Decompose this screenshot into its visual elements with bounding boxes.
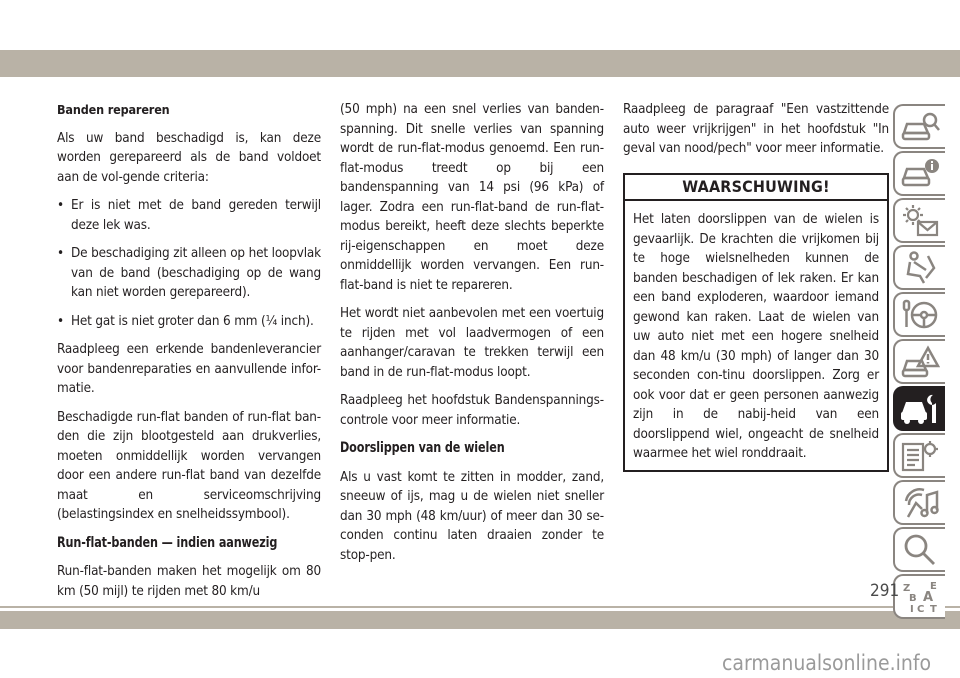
spec-list-gear-icon (900, 438, 940, 474)
tab-car-magnifier[interactable] (893, 104, 945, 149)
warning-triangle-car-icon (900, 344, 940, 380)
index-letter: E (930, 580, 937, 592)
car-info-icon (900, 156, 940, 192)
index-letter: T (930, 603, 937, 615)
bullet-item: • Er is niet met de band gereden terwijl deze lek was. (57, 196, 321, 235)
multimedia-icon (900, 485, 940, 521)
tab-warning-triangle[interactable] (893, 339, 945, 384)
footer-band (0, 611, 960, 629)
steering-key-icon (900, 297, 940, 333)
tab-search[interactable] (893, 527, 945, 572)
paragraph: (50 mph) na een snel verlies van banden-spanning. Dit snelle verlies van spanning wordt de run-flat-modus genoemd. Een run-flat-modus treedt op bij een bandenspanning van 14 psi (96 kPa) of lager. Zodra een run-flat-band de run-flat-modus bereikt, heeft deze slechts beperkte rij-eigenschappen en moet deze onmiddellijk worden vervangen. Een run-flat-band is niet te repareren. (340, 102, 604, 293)
tab-steering-key[interactable] (893, 292, 945, 337)
warning-box (623, 173, 889, 472)
paragraph: Run-flat-banden maken het mogelijk om 80 km (50 mijl) te rijden met 80 km/u (57, 564, 321, 599)
paragraph: Het wordt niet aanbevolen met een voertuig te rijden met vol laadvermogen of een aanhanger/caravan te trekken terwijl een band in de run-flat-modus loopt. (340, 306, 604, 380)
paragraph: Als uw band beschadigd is, kan deze worden gerepareerd als de band voldoet aan de vol-gende criteria: (57, 130, 321, 185)
header-band (0, 50, 960, 77)
index-letter: Z (903, 582, 911, 594)
tab-warning-lights[interactable] (893, 198, 945, 243)
paragraph: Als u vast komt te zitten in modder, zand, sneeuw of ijs, mag u de wielen niet sneller dan 30 mph (48 km/uur) of meer dan 30 se-conden continu laten draaien zonder te stop-pen. (340, 469, 604, 563)
page-number: 291 (870, 581, 900, 601)
index-letter: B (909, 592, 917, 604)
bullet-item: • De beschadiging zit alleen op het loopvlak van de band (beschadiging op de wang kan niet worden gerepareerd). (57, 244, 321, 303)
tab-airbag-seat[interactable] (893, 245, 945, 290)
warning-text: Het laten doorslippen van de wielen is gevaarlijk. De krachten die vrijkomen bij te hoge wielsnelheden kunnen de banden beschadigen of lek raken. Er kan een band exploderen, waardoor iemand gewond kan raken. Laat de wielen van uw auto niet met een hogere snelheid dan 48 km/u (30 mph) of langer dan 30 seconden con-tinu doorslippen. Zorg er ook voor dat er geen personen aanwezig zijn in de nabij-heid van een doorslippend wiel, ongeacht de snelheid waarmee het wiel ronddraait. (633, 212, 879, 461)
tab-alphabet-index[interactable] (893, 574, 945, 619)
paragraph: Beschadigde run-flat banden of run-flat ban-den die zijn blootgesteld aan drukverlies, moeten onmiddellijk worden vervangen door een andere run-flat band van dezelfde maat en serviceomschrijving (belastingsindex en snelheidssymbool). (57, 409, 321, 522)
watermark: carmanualsonline.info (722, 651, 932, 675)
bullet-item: • Het gat is niet groter dan 6 mm (¼ inch). (57, 312, 321, 332)
section-heading-banden-repareren: Banden repareren (57, 102, 170, 117)
tab-car-info[interactable] (893, 151, 945, 196)
section-heading-doorslippen: Doorslippen van de wielen (340, 440, 505, 456)
airbag-seat-icon (900, 250, 940, 286)
chapter-tabs (893, 104, 945, 621)
column-right (623, 100, 889, 472)
paragraph: Raadpleeg het hoofdstuk Bandenspannings-controle voor meer informatie. (340, 393, 604, 428)
car-wrench-icon (900, 391, 940, 427)
index-letter: A (923, 589, 934, 605)
warning-title: WAARSCHUWING! (625, 175, 887, 202)
index-letter: I (910, 603, 914, 615)
section-heading-run-flat: Run-flat-banden — indien aanwezig (57, 534, 278, 551)
paragraph: Raadpleeg de paragraaf "Een vastzittende auto weer vrijkrijgen" in het hoofdstuk "In geval van nood/pech" voor meer informatie. (623, 102, 889, 156)
index-letter: C (917, 603, 925, 615)
alphabet-index-icon (900, 579, 940, 615)
tab-spec-list[interactable] (893, 433, 945, 478)
search-icon (900, 532, 940, 568)
tab-car-wrench[interactable] (893, 386, 945, 431)
warning-lights-message-icon (900, 203, 940, 239)
column-middle (340, 100, 604, 574)
paragraph: Raadpleeg een erkende bandenleverancier voor bandenreparaties en aanvullende infor-matie. (57, 342, 321, 396)
car-magnifier-icon (900, 109, 940, 145)
tab-multimedia[interactable] (893, 480, 945, 525)
column-left (57, 100, 321, 610)
